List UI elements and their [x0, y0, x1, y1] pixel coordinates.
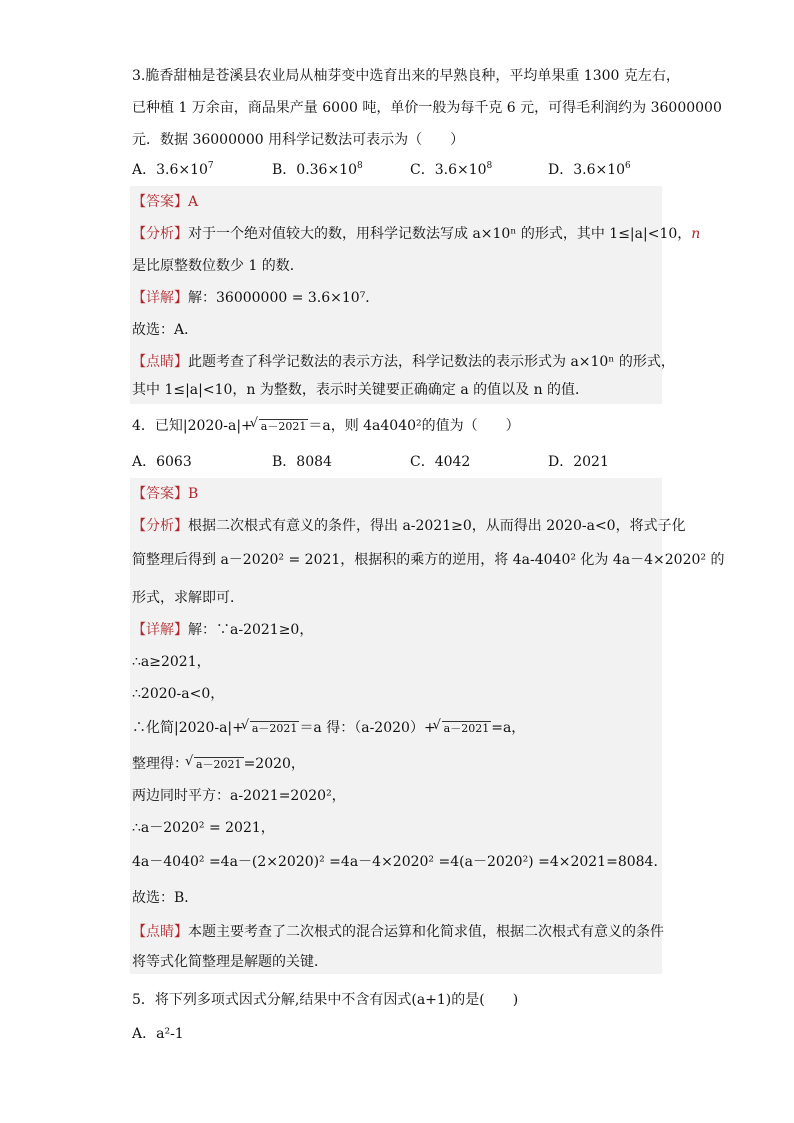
q3-analysis-line1: 【分析】对于一个绝对值较大的数，用科学记数法写成 a×10ⁿ 的形式，其中 1≤|a|<10，n	[132, 226, 701, 242]
q3-stem-line1: 3.脆香甜柚是苍溪县农业局从柚芽变中选育出来的早熟良种，平均单果重 1300 克左右，	[132, 68, 680, 84]
q4-choice: 故选：B．	[132, 890, 199, 906]
q4-analysis-line2: 简整理后得到 a－2020² = 2021，根据积的乘方的逆用，将 4a-4040² 化为 4a－4×2020² 的	[132, 552, 725, 568]
q4-analysis-line1: 【分析】根据二次根式有意义的条件，得出 a-2021≥0，从而得出 2020-a<0，将式子化	[132, 518, 686, 534]
q3-answer: 【答案】A	[132, 194, 199, 210]
q3-detail: 【详解】解：36000000 = 3.6×10⁷．	[132, 290, 380, 306]
q3-stem-line3: 元．数据 36000000 用科学记数法可表示为（ ）	[132, 132, 465, 148]
q4-answer: 【答案】B	[132, 486, 199, 502]
q4-comment-line1: 【点睛】本题主要考查了二次根式的混合运算和化简求值，根据二次根式有意义的条件	[132, 924, 664, 940]
q4-option-b: B．8084	[272, 454, 332, 470]
q3-option-a: A．$3.6\times 10^7$	[132, 161, 214, 178]
q4-option-d: D．2021	[548, 454, 609, 470]
q4-option-c: C．4042	[410, 454, 471, 470]
q3-choice: 故选：A．	[132, 322, 199, 338]
q4-detail-line3: ∴2020-a<0，	[132, 686, 225, 702]
q4-stem: 4．已知|2020-a|+√ a－2021 ＝a，则 4a4040²的值为（ ）	[132, 416, 520, 436]
q3-option-b: B．$0.36\times 10^8$	[272, 161, 363, 178]
q4-analysis-line3: 形式，求解即可．	[132, 590, 244, 606]
q3-option-c: C．$3.6\times 10^8$	[410, 161, 493, 178]
q4-option-a: A．6063	[132, 454, 192, 470]
q3-stem-line2: 已种植 1 万余亩，商品果产量 6000 吨，单价一般为每千克 6 元，可得毛利润约为 36000000	[132, 100, 722, 116]
q5-option-a: A．a²-1	[132, 1026, 184, 1042]
q4-detail-line1: 【详解】解：∵a-2021≥0，	[132, 622, 314, 638]
q3-comment-line1: 【点睛】此题考查了科学记数法的表示方法，科学记数法的表示形式为 a×10ⁿ 的形式，	[132, 354, 675, 370]
q3-analysis-line2: 是比原整数位数少 1 的数．	[132, 258, 304, 274]
q4-detail-line2: ∴a≥2021，	[132, 654, 211, 670]
q4-detail-line8: 4a－4040² =4a－(2×2020)² =4a－4×2020² =4(a－2020²) =4×2021=8084．	[132, 854, 668, 870]
q4-comment-line2: 将等式化简整理是解题的关键．	[132, 954, 328, 970]
q4-detail-line6: 两边同时平方：a-2021=2020²，	[132, 788, 346, 804]
q4-detail-line7: ∴a－2020² = 2021，	[132, 820, 275, 836]
q5-stem: 5．将下列多项式因式分解,结果中不含有因式(a+1)的是( )	[132, 992, 519, 1008]
q3-option-d: D．$3.6\times 10^6$	[548, 161, 631, 178]
q3-comment-line2: 其中 1≤|a|<10，n 为整数，表示时关键要正确确定 a 的值以及 n 的值．	[132, 382, 590, 398]
q4-detail-line4: ∴化简|2020-a|+√ a－2021 ＝a 得：（a-2020）+√ a－2021 =a，	[132, 718, 525, 738]
q4-detail-line5: 整理得：√ a－2021 =2020，	[132, 754, 305, 774]
